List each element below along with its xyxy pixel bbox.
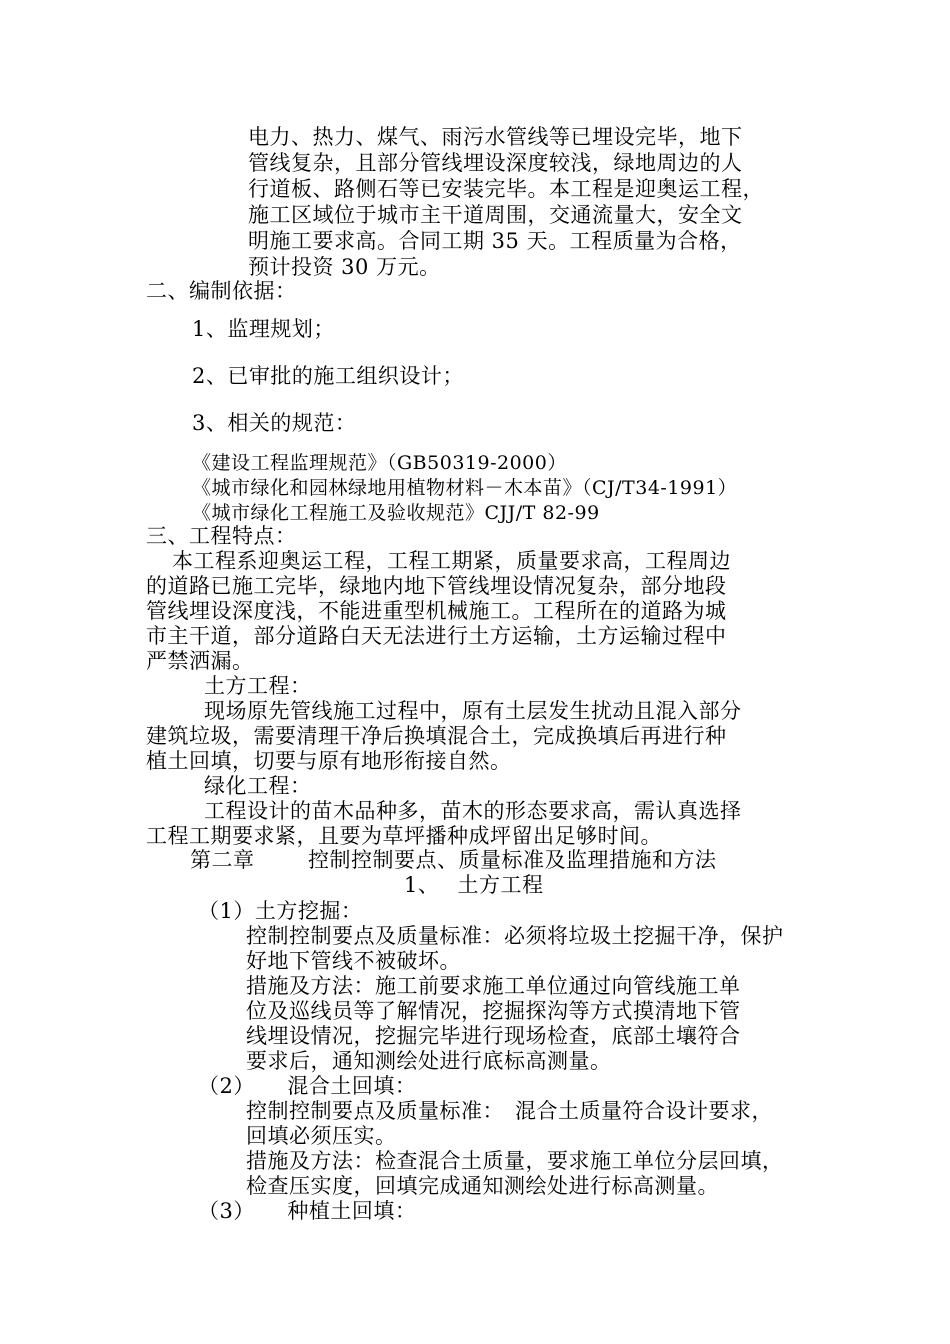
chapter-number: 第二章 bbox=[190, 848, 255, 872]
features-para-line: 市主干道，部分道路白天无法进行土方运输，土方运输过程中 bbox=[146, 624, 727, 648]
features-para-line: 管线埋设深度浅，不能进重型机械施工。工程所在的道路为城 bbox=[146, 599, 727, 623]
intro-line: 施工区域位于城市主干道周围，交通流量大，安全文 bbox=[248, 203, 743, 227]
intro-line: 明施工要求高。合同工期 35 天。工程质量为合格， bbox=[248, 229, 742, 253]
features-para-line: 的道路已施工完毕，绿地内地下管线埋设情况复杂，部分地段 bbox=[146, 574, 727, 598]
item-label: （3） 种植土回填： bbox=[198, 1199, 417, 1223]
section-title-earthwork: 1、 土方工程 bbox=[404, 873, 544, 897]
chapter-title: 控制控制要点、质量标准及监理措施和方法 bbox=[308, 848, 717, 872]
intro-line: 电力、热力、煤气、雨污水管线等已埋设完毕，地下 bbox=[248, 125, 743, 149]
greening-line: 工程设计的苗木品种多，苗木的形态要求高，需认真选择 bbox=[204, 799, 742, 823]
earthwork-line: 现场原先管线施工过程中，原有土层发生扰动且混入部分 bbox=[204, 699, 742, 723]
item-measure-line: 要求后，通知测绘处进行底标高测量。 bbox=[246, 1049, 612, 1073]
item-measure-line: 位及巡线员等了解情况，挖掘探沟等方式摸清地下管 bbox=[246, 999, 741, 1023]
basis-item: 2、已审批的施工组织设计； bbox=[192, 364, 464, 388]
basis-item: 3、相关的规范： bbox=[192, 411, 357, 435]
item-quality-line: 回填必须压实。 bbox=[246, 1124, 397, 1148]
greening-title: 绿化工程： bbox=[204, 774, 312, 798]
item-measure-line: 检查压实度，回填完成通知测绘处进行标高测量。 bbox=[246, 1174, 719, 1198]
earthwork-line: 建筑垃圾，需要清理干净后换填混合土，完成换填后再进行种 bbox=[146, 724, 727, 748]
intro-line: 行道板、路侧石等已安装完毕。本工程是迎奥运工程， bbox=[248, 177, 764, 201]
intro-line: 预计投资 30 万元。 bbox=[248, 255, 441, 279]
item-measure-line: 线埋设情况，挖掘完毕进行现场检查，底部土壤符合 bbox=[246, 1024, 741, 1048]
features-para-line: 本工程系迎奥运工程，工程工期紧，质量要求高，工程周边 bbox=[172, 549, 731, 573]
basis-item: 1、监理规划； bbox=[192, 317, 335, 341]
item-measure-line: 措施及方法：施工前要求施工单位通过向管线施工单 bbox=[246, 974, 741, 998]
intro-line: 管线复杂，且部分管线埋设深度较浅，绿地周边的人 bbox=[248, 151, 743, 175]
section-heading-features: 三、工程特点： bbox=[146, 524, 297, 548]
item-label: （1）土方挖掘： bbox=[198, 899, 363, 923]
item-label: （2） 混合土回填： bbox=[198, 1074, 417, 1098]
earthwork-line: 植土回填，切要与原有地形衔接自然。 bbox=[146, 749, 512, 773]
item-quality-line: 控制控制要点及质量标准： 混合土质量符合设计要求， bbox=[246, 1099, 773, 1123]
features-para-line: 严禁洒漏。 bbox=[146, 649, 254, 673]
standard-citation: 《城市绿化和园林绿地用植物材料－木本苗》（CJ/T34-1991） bbox=[192, 477, 738, 499]
earthwork-title: 土方工程： bbox=[204, 674, 312, 698]
item-quality-line: 控制控制要点及质量标准：必须将垃圾土挖掘干净，保护 bbox=[246, 924, 784, 948]
greening-line: 工程工期要求紧，且要为草坪播种成坪留出足够时间。 bbox=[146, 824, 662, 848]
item-measure-line: 措施及方法：检查混合土质量，要求施工单位分层回填， bbox=[246, 1149, 784, 1173]
section-heading-basis: 二、编制依据： bbox=[146, 279, 297, 303]
item-quality-line: 好地下管线不被破坏。 bbox=[246, 949, 461, 973]
standard-citation: 《建设工程监理规范》（GB50319-2000） bbox=[192, 452, 567, 474]
standard-citation: 《城市绿化工程施工及验收规范》CJJ/T 82-99 bbox=[192, 502, 600, 524]
